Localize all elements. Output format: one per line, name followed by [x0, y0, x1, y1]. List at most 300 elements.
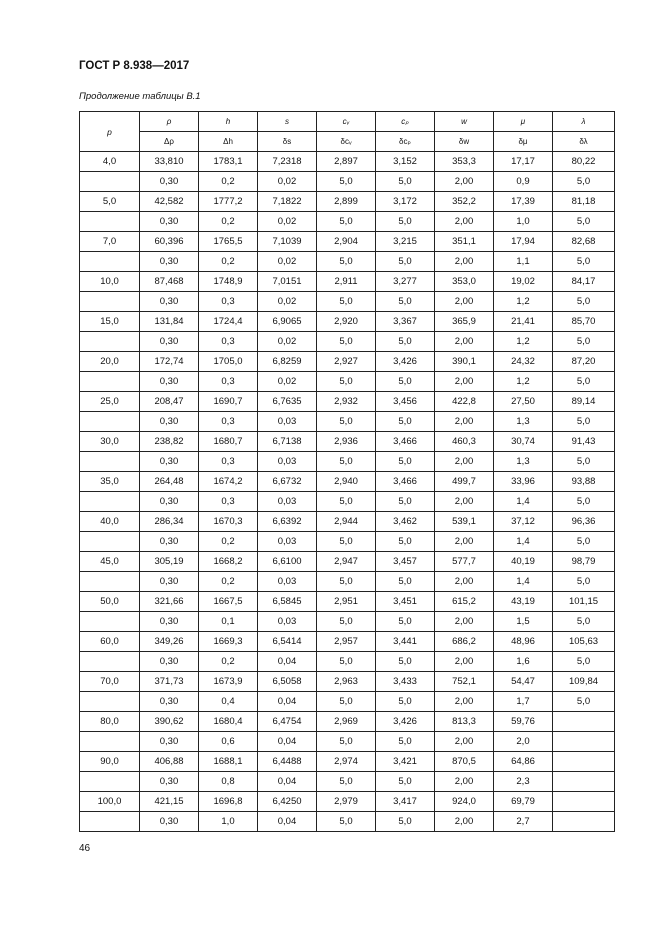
- uncertainty-cell: 2,3: [494, 772, 553, 792]
- uncertainty-cell: 5,0: [553, 532, 615, 552]
- uncertainty-cell: 5,0: [553, 692, 615, 712]
- table-row-uncertainty: [80, 612, 615, 632]
- header-delta: δcₚ: [376, 132, 435, 152]
- value-cell: 1705,0: [199, 352, 258, 372]
- value-cell: 3,417: [376, 792, 435, 812]
- table-row: [80, 552, 615, 572]
- table-row: [80, 152, 615, 172]
- value-cell: 752,1: [435, 672, 494, 692]
- uncertainty-cell: 0,30: [140, 692, 199, 712]
- value-cell: 321,66: [140, 592, 199, 612]
- value-cell: 7,1039: [258, 232, 317, 252]
- value-cell: 3,466: [376, 432, 435, 452]
- value-cell: 89,14: [553, 392, 615, 412]
- uncertainty-cell: 5,0: [376, 492, 435, 512]
- header-symbol: ρ: [140, 112, 199, 132]
- value-cell: 109,84: [553, 672, 615, 692]
- uncertainty-cell: 5,0: [553, 292, 615, 312]
- value-cell: 2,951: [317, 592, 376, 612]
- value-cell: 2,974: [317, 752, 376, 772]
- table-row: [80, 352, 615, 372]
- value-cell: 54,47: [494, 672, 553, 692]
- uncertainty-cell: 5,0: [553, 212, 615, 232]
- pressure-cell: 35,0: [80, 472, 140, 492]
- value-cell: 3,426: [376, 352, 435, 372]
- value-cell: 6,5845: [258, 592, 317, 612]
- value-cell: 48,96: [494, 632, 553, 652]
- uncertainty-cell: 2,00: [435, 732, 494, 752]
- uncertainty-cell: 1,7: [494, 692, 553, 712]
- uncertainty-cell: 2,00: [435, 252, 494, 272]
- table-row: [80, 592, 615, 612]
- value-cell: 7,1822: [258, 192, 317, 212]
- value-cell: 6,6732: [258, 472, 317, 492]
- uncertainty-cell: 5,0: [376, 292, 435, 312]
- header-symbol: μ: [494, 112, 553, 132]
- value-cell: 6,6100: [258, 552, 317, 572]
- uncertainty-cell: 0,02: [258, 372, 317, 392]
- header-symbol-row: [80, 112, 615, 132]
- value-cell: 1765,5: [199, 232, 258, 252]
- page-number: 46: [79, 843, 91, 854]
- table-row-uncertainty: [80, 492, 615, 512]
- value-cell: 2,957: [317, 632, 376, 652]
- value-cell: [553, 792, 615, 812]
- uncertainty-cell: 1,3: [494, 412, 553, 432]
- uncertainty-cell: 2,00: [435, 772, 494, 792]
- value-cell: 365,9: [435, 312, 494, 332]
- value-cell: 1668,2: [199, 552, 258, 572]
- value-cell: 17,39: [494, 192, 553, 212]
- value-cell: 37,12: [494, 512, 553, 532]
- table-body: [80, 152, 615, 832]
- uncertainty-cell: 2,0: [494, 732, 553, 752]
- uncertainty-cell: 5,0: [553, 452, 615, 472]
- table-row: [80, 472, 615, 492]
- uncertainty-cell: 5,0: [553, 332, 615, 352]
- table-row-uncertainty: [80, 412, 615, 432]
- value-cell: 1724,4: [199, 312, 258, 332]
- empty-cell: [80, 212, 140, 232]
- empty-cell: [80, 252, 140, 272]
- value-cell: 6,6392: [258, 512, 317, 532]
- value-cell: 3,421: [376, 752, 435, 772]
- uncertainty-cell: 1,6: [494, 652, 553, 672]
- value-cell: 577,7: [435, 552, 494, 572]
- value-cell: 172,74: [140, 352, 199, 372]
- uncertainty-cell: 2,00: [435, 572, 494, 592]
- uncertainty-cell: 0,4: [199, 692, 258, 712]
- value-cell: 82,68: [553, 232, 615, 252]
- uncertainty-cell: [553, 732, 615, 752]
- value-cell: 2,920: [317, 312, 376, 332]
- uncertainty-cell: 5,0: [317, 332, 376, 352]
- empty-cell: [80, 292, 140, 312]
- value-cell: 1748,9: [199, 272, 258, 292]
- uncertainty-cell: 5,0: [376, 652, 435, 672]
- uncertainty-cell: 0,30: [140, 812, 199, 832]
- value-cell: 238,82: [140, 432, 199, 452]
- uncertainty-cell: 2,00: [435, 412, 494, 432]
- value-cell: 69,79: [494, 792, 553, 812]
- table-row-uncertainty: [80, 652, 615, 672]
- uncertainty-cell: 0,04: [258, 732, 317, 752]
- value-cell: 84,17: [553, 272, 615, 292]
- uncertainty-cell: 0,30: [140, 252, 199, 272]
- uncertainty-cell: 1,2: [494, 372, 553, 392]
- empty-cell: [80, 412, 140, 432]
- value-cell: 1674,2: [199, 472, 258, 492]
- uncertainty-cell: 5,0: [553, 612, 615, 632]
- uncertainty-cell: 5,0: [376, 612, 435, 632]
- uncertainty-cell: 0,30: [140, 172, 199, 192]
- header-delta: Δρ: [140, 132, 199, 152]
- value-cell: 17,94: [494, 232, 553, 252]
- value-cell: 352,2: [435, 192, 494, 212]
- empty-cell: [80, 652, 140, 672]
- value-cell: 24,32: [494, 352, 553, 372]
- uncertainty-cell: 5,0: [317, 452, 376, 472]
- uncertainty-cell: 5,0: [376, 772, 435, 792]
- uncertainty-cell: 0,30: [140, 332, 199, 352]
- uncertainty-cell: 0,03: [258, 452, 317, 472]
- header-delta: δcᵥ: [317, 132, 376, 152]
- table-row: [80, 632, 615, 652]
- table-row: [80, 672, 615, 692]
- value-cell: 421,15: [140, 792, 199, 812]
- uncertainty-cell: 5,0: [376, 732, 435, 752]
- uncertainty-cell: 0,30: [140, 572, 199, 592]
- empty-cell: [80, 532, 140, 552]
- value-cell: 96,36: [553, 512, 615, 532]
- uncertainty-cell: 0,9: [494, 172, 553, 192]
- value-cell: 3,451: [376, 592, 435, 612]
- header-symbol: cₚ: [376, 112, 435, 132]
- value-cell: 7,0151: [258, 272, 317, 292]
- uncertainty-cell: 5,0: [376, 532, 435, 552]
- header-delta: δs: [258, 132, 317, 152]
- value-cell: 2,904: [317, 232, 376, 252]
- uncertainty-cell: 5,0: [317, 252, 376, 272]
- value-cell: 686,2: [435, 632, 494, 652]
- uncertainty-cell: 0,30: [140, 452, 199, 472]
- value-cell: 2,927: [317, 352, 376, 372]
- uncertainty-cell: 1,0: [199, 812, 258, 832]
- uncertainty-cell: 2,00: [435, 292, 494, 312]
- value-cell: 3,277: [376, 272, 435, 292]
- value-cell: 60,396: [140, 232, 199, 252]
- value-cell: 870,5: [435, 752, 494, 772]
- data-table: [79, 111, 615, 832]
- value-cell: 2,963: [317, 672, 376, 692]
- value-cell: 2,947: [317, 552, 376, 572]
- uncertainty-cell: 2,00: [435, 332, 494, 352]
- uncertainty-cell: 1,4: [494, 532, 553, 552]
- value-cell: 208,47: [140, 392, 199, 412]
- pressure-cell: 5,0: [80, 192, 140, 212]
- pressure-cell: 15,0: [80, 312, 140, 332]
- value-cell: 349,26: [140, 632, 199, 652]
- value-cell: [553, 752, 615, 772]
- uncertainty-cell: 0,03: [258, 492, 317, 512]
- pressure-cell: 90,0: [80, 752, 140, 772]
- value-cell: 353,3: [435, 152, 494, 172]
- uncertainty-cell: [553, 812, 615, 832]
- uncertainty-cell: 5,0: [317, 572, 376, 592]
- pressure-cell: 45,0: [80, 552, 140, 572]
- value-cell: 6,7635: [258, 392, 317, 412]
- uncertainty-cell: 0,02: [258, 292, 317, 312]
- header-symbol: s: [258, 112, 317, 132]
- value-cell: 3,462: [376, 512, 435, 532]
- uncertainty-cell: 0,2: [199, 172, 258, 192]
- uncertainty-cell: 5,0: [317, 292, 376, 312]
- uncertainty-cell: 5,0: [317, 612, 376, 632]
- value-cell: 539,1: [435, 512, 494, 532]
- value-cell: 3,457: [376, 552, 435, 572]
- table-row-uncertainty: [80, 292, 615, 312]
- uncertainty-cell: 1,1: [494, 252, 553, 272]
- uncertainty-cell: 5,0: [376, 212, 435, 232]
- uncertainty-cell: 0,3: [199, 452, 258, 472]
- uncertainty-cell: 1,5: [494, 612, 553, 632]
- uncertainty-cell: 5,0: [317, 492, 376, 512]
- uncertainty-cell: 1,4: [494, 572, 553, 592]
- value-cell: 390,1: [435, 352, 494, 372]
- uncertainty-cell: 0,03: [258, 612, 317, 632]
- table-row-uncertainty: [80, 732, 615, 752]
- table-caption: Продолжение таблицы В.1: [79, 91, 201, 102]
- value-cell: 43,19: [494, 592, 553, 612]
- uncertainty-cell: 1,0: [494, 212, 553, 232]
- value-cell: 33,96: [494, 472, 553, 492]
- value-cell: 371,73: [140, 672, 199, 692]
- empty-cell: [80, 492, 140, 512]
- uncertainty-cell: 0,02: [258, 212, 317, 232]
- pressure-cell: 80,0: [80, 712, 140, 732]
- uncertainty-cell: 0,04: [258, 772, 317, 792]
- value-cell: 98,79: [553, 552, 615, 572]
- value-cell: 6,5414: [258, 632, 317, 652]
- uncertainty-cell: 0,3: [199, 412, 258, 432]
- uncertainty-cell: 0,30: [140, 732, 199, 752]
- table-row-uncertainty: [80, 332, 615, 352]
- uncertainty-cell: 2,00: [435, 652, 494, 672]
- uncertainty-cell: 0,04: [258, 812, 317, 832]
- uncertainty-cell: 0,1: [199, 612, 258, 632]
- value-cell: 305,19: [140, 552, 199, 572]
- value-cell: [553, 712, 615, 732]
- table-row-uncertainty: [80, 172, 615, 192]
- table-header: [80, 112, 615, 152]
- value-cell: 353,0: [435, 272, 494, 292]
- uncertainty-cell: 5,0: [317, 652, 376, 672]
- uncertainty-cell: 5,0: [553, 372, 615, 392]
- value-cell: 131,84: [140, 312, 199, 332]
- pressure-cell: 70,0: [80, 672, 140, 692]
- value-cell: 615,2: [435, 592, 494, 612]
- pressure-cell: 10,0: [80, 272, 140, 292]
- uncertainty-cell: 1,4: [494, 492, 553, 512]
- uncertainty-cell: 0,3: [199, 332, 258, 352]
- pressure-cell: 60,0: [80, 632, 140, 652]
- uncertainty-cell: 0,02: [258, 172, 317, 192]
- uncertainty-cell: 2,00: [435, 172, 494, 192]
- value-cell: 286,34: [140, 512, 199, 532]
- table-row-uncertainty: [80, 692, 615, 712]
- value-cell: 93,88: [553, 472, 615, 492]
- value-cell: 91,43: [553, 432, 615, 452]
- uncertainty-cell: 0,04: [258, 692, 317, 712]
- uncertainty-cell: 5,0: [317, 732, 376, 752]
- pressure-cell: 25,0: [80, 392, 140, 412]
- uncertainty-cell: 0,2: [199, 572, 258, 592]
- table-row: [80, 272, 615, 292]
- document-header: ГОСТ Р 8.938—2017: [79, 60, 190, 72]
- uncertainty-cell: 0,30: [140, 292, 199, 312]
- uncertainty-cell: 0,30: [140, 612, 199, 632]
- value-cell: 7,2318: [258, 152, 317, 172]
- table-row: [80, 712, 615, 732]
- uncertainty-cell: 5,0: [317, 772, 376, 792]
- uncertainty-cell: 5,0: [376, 252, 435, 272]
- uncertainty-cell: 1,2: [494, 292, 553, 312]
- uncertainty-cell: 2,00: [435, 532, 494, 552]
- value-cell: 813,3: [435, 712, 494, 732]
- value-cell: 3,172: [376, 192, 435, 212]
- value-cell: 2,940: [317, 472, 376, 492]
- uncertainty-cell: 0,30: [140, 772, 199, 792]
- value-cell: 6,7138: [258, 432, 317, 452]
- value-cell: 1690,7: [199, 392, 258, 412]
- uncertainty-cell: [553, 772, 615, 792]
- value-cell: 924,0: [435, 792, 494, 812]
- uncertainty-cell: 0,3: [199, 492, 258, 512]
- uncertainty-cell: 0,3: [199, 372, 258, 392]
- uncertainty-cell: 5,0: [317, 172, 376, 192]
- value-cell: 87,20: [553, 352, 615, 372]
- value-cell: 6,4250: [258, 792, 317, 812]
- value-cell: 2,911: [317, 272, 376, 292]
- value-cell: 1680,4: [199, 712, 258, 732]
- uncertainty-cell: 2,00: [435, 212, 494, 232]
- table-row-uncertainty: [80, 772, 615, 792]
- value-cell: 1696,8: [199, 792, 258, 812]
- value-cell: 21,41: [494, 312, 553, 332]
- table-row: [80, 432, 615, 452]
- value-cell: 6,5058: [258, 672, 317, 692]
- empty-cell: [80, 172, 140, 192]
- uncertainty-cell: 2,00: [435, 492, 494, 512]
- value-cell: 390,62: [140, 712, 199, 732]
- table-row-uncertainty: [80, 572, 615, 592]
- pressure-cell: 4,0: [80, 152, 140, 172]
- uncertainty-cell: 0,03: [258, 532, 317, 552]
- value-cell: 264,48: [140, 472, 199, 492]
- value-cell: 6,4754: [258, 712, 317, 732]
- uncertainty-cell: 5,0: [376, 692, 435, 712]
- uncertainty-cell: 0,2: [199, 652, 258, 672]
- uncertainty-cell: 0,30: [140, 532, 199, 552]
- uncertainty-cell: 0,02: [258, 332, 317, 352]
- value-cell: 3,215: [376, 232, 435, 252]
- pressure-cell: 20,0: [80, 352, 140, 372]
- empty-cell: [80, 732, 140, 752]
- uncertainty-cell: 5,0: [317, 692, 376, 712]
- uncertainty-cell: 5,0: [553, 492, 615, 512]
- value-cell: 59,76: [494, 712, 553, 732]
- value-cell: 17,17: [494, 152, 553, 172]
- uncertainty-cell: 1,2: [494, 332, 553, 352]
- uncertainty-cell: 0,2: [199, 212, 258, 232]
- value-cell: 1669,3: [199, 632, 258, 652]
- uncertainty-cell: 2,7: [494, 812, 553, 832]
- uncertainty-cell: 5,0: [553, 572, 615, 592]
- uncertainty-cell: 5,0: [553, 652, 615, 672]
- uncertainty-cell: 2,00: [435, 692, 494, 712]
- table-row: [80, 792, 615, 812]
- value-cell: 1667,5: [199, 592, 258, 612]
- value-cell: 3,441: [376, 632, 435, 652]
- value-cell: 3,456: [376, 392, 435, 412]
- uncertainty-cell: 5,0: [317, 212, 376, 232]
- value-cell: 3,367: [376, 312, 435, 332]
- header-p: p: [80, 112, 140, 152]
- pressure-cell: 100,0: [80, 792, 140, 812]
- uncertainty-cell: 0,2: [199, 252, 258, 272]
- value-cell: 27,50: [494, 392, 553, 412]
- empty-cell: [80, 612, 140, 632]
- uncertainty-cell: 5,0: [317, 532, 376, 552]
- value-cell: 3,152: [376, 152, 435, 172]
- pressure-cell: 30,0: [80, 432, 140, 452]
- header-delta-row: [80, 132, 615, 152]
- header-symbol: λ: [553, 112, 615, 132]
- uncertainty-cell: 0,3: [199, 292, 258, 312]
- value-cell: 1680,7: [199, 432, 258, 452]
- table-row: [80, 232, 615, 252]
- table-row: [80, 752, 615, 772]
- header-delta: δμ: [494, 132, 553, 152]
- uncertainty-cell: 5,0: [376, 572, 435, 592]
- uncertainty-cell: 5,0: [376, 452, 435, 472]
- value-cell: 42,582: [140, 192, 199, 212]
- uncertainty-cell: 2,00: [435, 612, 494, 632]
- value-cell: 1670,3: [199, 512, 258, 532]
- empty-cell: [80, 772, 140, 792]
- uncertainty-cell: 0,30: [140, 212, 199, 232]
- uncertainty-cell: 5,0: [553, 252, 615, 272]
- header-symbol: h: [199, 112, 258, 132]
- header-delta: Δh: [199, 132, 258, 152]
- value-cell: 80,22: [553, 152, 615, 172]
- table-row-uncertainty: [80, 452, 615, 472]
- empty-cell: [80, 572, 140, 592]
- value-cell: 2,932: [317, 392, 376, 412]
- value-cell: 2,979: [317, 792, 376, 812]
- table-row-uncertainty: [80, 252, 615, 272]
- uncertainty-cell: 5,0: [317, 412, 376, 432]
- uncertainty-cell: 0,30: [140, 412, 199, 432]
- header-symbol: cᵥ: [317, 112, 376, 132]
- value-cell: 2,944: [317, 512, 376, 532]
- value-cell: 2,899: [317, 192, 376, 212]
- table-row-uncertainty: [80, 372, 615, 392]
- value-cell: 6,8259: [258, 352, 317, 372]
- value-cell: 81,18: [553, 192, 615, 212]
- uncertainty-cell: 5,0: [376, 372, 435, 392]
- uncertainty-cell: 0,02: [258, 252, 317, 272]
